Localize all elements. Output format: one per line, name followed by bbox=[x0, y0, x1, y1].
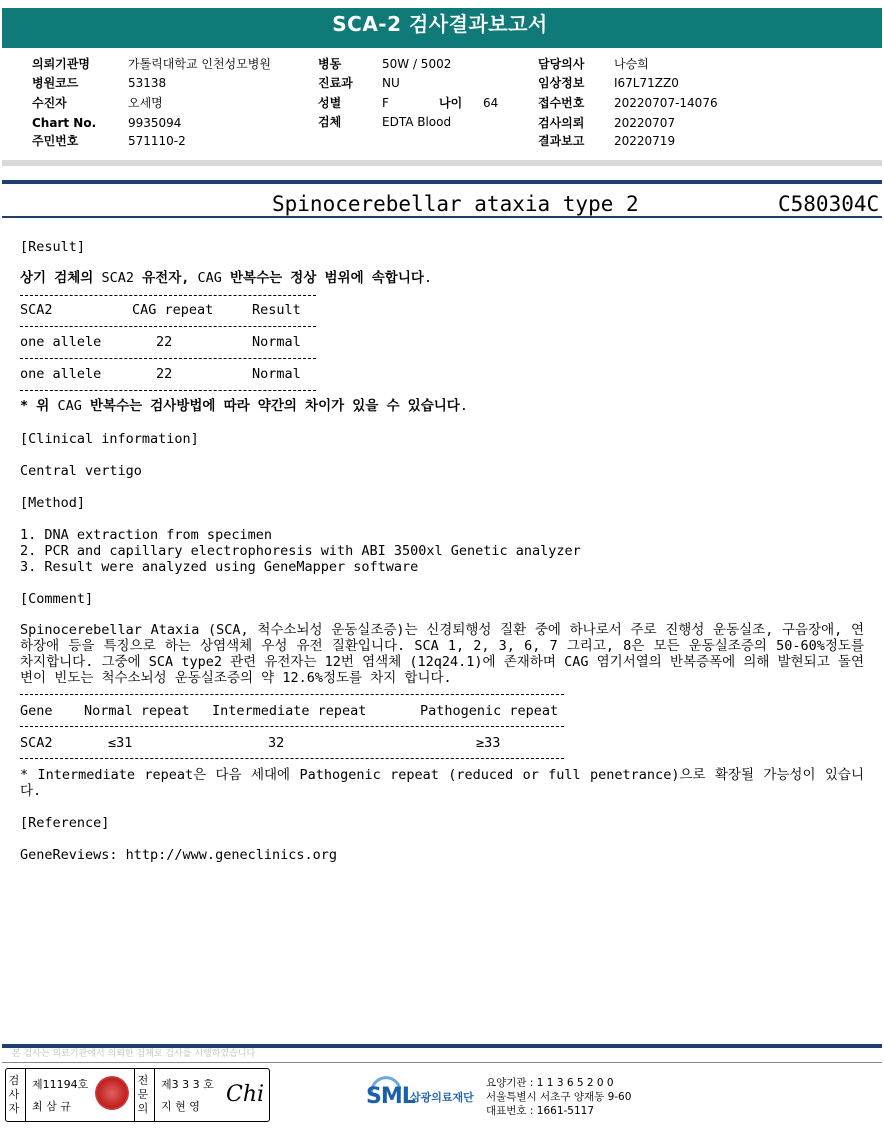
clinical-code-value: I67L71ZZ0 bbox=[614, 76, 679, 90]
repeat-col-normal: Normal repeat bbox=[84, 703, 190, 719]
result-row1-cag: 22 bbox=[156, 334, 173, 350]
note-part: CAG bbox=[57, 398, 82, 414]
table-divider bbox=[20, 758, 564, 759]
clinical-heading: [Clinical information] bbox=[20, 431, 199, 447]
receipt-no-label: 접수번호 bbox=[538, 96, 585, 110]
hospital-code-label: 병원코드 bbox=[32, 76, 79, 90]
repeat-col-intermediate: Intermediate repeat bbox=[212, 703, 367, 719]
footer-faint-text: 본 검사는 의료기관에서 의뢰한 검체로 검사를 시행하였습니다 bbox=[12, 1049, 256, 1059]
table-divider bbox=[20, 295, 316, 296]
doctor-label: 담당의사 bbox=[538, 57, 585, 71]
repeat-col-gene: Gene bbox=[20, 703, 53, 719]
official-seal bbox=[95, 1076, 129, 1110]
doctor-value: 나승희 bbox=[614, 57, 649, 71]
department-value: NU bbox=[382, 76, 400, 90]
department-label: 진료과 bbox=[318, 76, 353, 90]
header-divider bbox=[2, 160, 882, 166]
signer2-role-char: 문 bbox=[137, 1088, 149, 1101]
hospital-code-value: 53138 bbox=[128, 76, 167, 90]
table-divider bbox=[20, 358, 316, 359]
comment-heading: [Comment] bbox=[20, 591, 94, 607]
summary-part: . bbox=[423, 270, 433, 286]
ward-value: 50W / 5002 bbox=[382, 57, 452, 71]
result-row1-result: Normal bbox=[252, 334, 301, 350]
ward-label: 병동 bbox=[318, 57, 342, 71]
note-part: * 위 bbox=[20, 398, 58, 414]
method-step-3: 3. Result were analyzed using GeneMapper software bbox=[20, 559, 419, 575]
report-date-value: 20220719 bbox=[614, 134, 676, 148]
age-value: 64 bbox=[483, 96, 499, 110]
signer2-name: 지 현 영 bbox=[161, 1100, 200, 1113]
result-row1-allele: one allele bbox=[20, 334, 102, 350]
signer1-role-char: 검 bbox=[8, 1074, 20, 1087]
summary-part: 상기 검체의 bbox=[20, 270, 102, 286]
signature-divider bbox=[25, 1068, 26, 1122]
result-summary bbox=[20, 270, 432, 286]
signer1-role-char: 자 bbox=[8, 1102, 20, 1115]
request-date-value: 20220707 bbox=[614, 116, 676, 130]
clinical-text: Central vertigo bbox=[20, 463, 142, 479]
note-part: 반복수는 검사방법에 따라 약간의 차이가 있을 수 있습니다 bbox=[81, 398, 460, 414]
test-code: C580304C bbox=[778, 192, 880, 216]
repeat-row-normal: ≤31 bbox=[108, 735, 133, 751]
method-step-2: 2. PCR and capillary electrophoresis with ABI 3500xl Genetic analyzer bbox=[20, 543, 581, 559]
age-label: 나이 bbox=[439, 96, 463, 110]
request-date-label: 검사의뢰 bbox=[538, 116, 585, 130]
title-rule-top bbox=[2, 180, 882, 184]
test-name: Spinocerebellar ataxia type 2 bbox=[272, 192, 639, 216]
table-divider bbox=[20, 694, 564, 695]
result-note bbox=[20, 398, 468, 414]
signature-divider bbox=[154, 1068, 155, 1122]
org-phone: 대표번호 : 1661-5117 bbox=[486, 1105, 595, 1117]
note-part: . bbox=[459, 398, 468, 414]
specimen-label: 검체 bbox=[318, 115, 342, 129]
patient-value: 오세명 bbox=[128, 96, 163, 110]
sex-label: 성별 bbox=[318, 96, 342, 110]
repeat-col-pathogenic: Pathogenic repeat bbox=[420, 703, 559, 719]
institution-code: 요양기관 : 1 1 3 6 5 2 0 0 bbox=[486, 1077, 614, 1089]
footer-line bbox=[2, 1062, 882, 1063]
comment-paragraph: Spinocerebellar Ataxia (SCA, 척수소뇌성 운동실조증)는 신경퇴행성 질환 중에 하나로서 주로 진행성 운동실조, 구음장애, 연하장애 등을 특징으로 하는 상염색체 우성 유전 질환입니다. SCA 1, 2, 3, 6, 7 그리고, 8은 모든 운동실조증의 50-60%정도를 차지합니다. 그중에 SCA type2 관련 유전자는 12번 염색체 (12q24.1)에 존재하며 CAG 염기서열의 반복증폭에 의해 발현되고 돌연변이 빈도는 척수소뇌성 운동실조증의 약 12.6%정도를 차지 합니다. bbox=[20, 622, 864, 686]
clinical-code-label: 임상정보 bbox=[538, 76, 585, 90]
org-name: 삼광의료재단 bbox=[410, 1091, 474, 1104]
result-row2-cag: 22 bbox=[156, 366, 173, 382]
result-row2-result: Normal bbox=[252, 366, 301, 382]
result-col-result: Result bbox=[252, 302, 301, 318]
table-divider bbox=[20, 390, 316, 391]
method-heading: [Method] bbox=[20, 495, 86, 511]
table-divider bbox=[20, 726, 564, 727]
org-address: 서울특별시 서초구 양재동 9-60 bbox=[486, 1091, 632, 1103]
chart-no-value: 9935094 bbox=[128, 116, 182, 130]
title-rule-bottom bbox=[2, 216, 882, 218]
signer1-role-char: 사 bbox=[8, 1088, 20, 1101]
signer1-name: 최 삼 규 bbox=[32, 1100, 71, 1113]
reference-text: GeneReviews: http://www.geneclinics.org bbox=[20, 847, 337, 863]
report-title: SCA-2 검사결과보고서 bbox=[332, 12, 548, 36]
repeat-row-gene: SCA2 bbox=[20, 735, 53, 751]
table-divider bbox=[20, 326, 316, 327]
repeat-row-intermediate: 32 bbox=[268, 735, 285, 751]
signer2-license: 제3 3 3 호 bbox=[161, 1078, 214, 1091]
summary-part: 유전자, bbox=[133, 270, 198, 286]
resident-no-value: 571110-2 bbox=[128, 134, 186, 148]
signature-divider bbox=[134, 1068, 135, 1122]
comment-note: * Intermediate repeat은 다음 세대에 Pathogenic repeat (reduced or full penetrance)으로 확장될 가능성이 있습니다. bbox=[20, 767, 864, 799]
result-row2-allele: one allele bbox=[20, 366, 102, 382]
method-step-1: 1. DNA extraction from specimen bbox=[20, 527, 272, 543]
signer1-license: 제11194호 bbox=[32, 1078, 89, 1091]
signer2-role-char: 전 bbox=[137, 1074, 149, 1087]
report-date-label: 결과보고 bbox=[538, 134, 585, 148]
result-heading: [Result] bbox=[20, 239, 86, 255]
repeat-row-pathogenic: ≥33 bbox=[476, 735, 501, 751]
patient-label: 수진자 bbox=[32, 96, 67, 110]
summary-part: CAG bbox=[197, 270, 222, 286]
signer2-role-char: 의 bbox=[137, 1102, 149, 1115]
result-col-cag: CAG repeat bbox=[132, 302, 214, 318]
hospital-name-value: 가톨릭대학교 인천성모병원 bbox=[128, 57, 271, 71]
sml-logo: SML bbox=[366, 1084, 415, 1109]
handwritten-signature: Chi bbox=[226, 1082, 265, 1107]
result-col-gene: SCA2 bbox=[20, 302, 53, 318]
hospital-name-label: 의뢰기관명 bbox=[32, 57, 90, 71]
resident-no-label: 주민번호 bbox=[32, 134, 79, 148]
summary-part: SCA2 bbox=[101, 270, 134, 286]
chart-no-label: Chart No. bbox=[32, 116, 97, 130]
reference-heading: [Reference] bbox=[20, 815, 110, 831]
summary-part: 반복수는 정상 범위에 속합니다 bbox=[221, 270, 424, 286]
specimen-value: EDTA Blood bbox=[382, 115, 452, 129]
sex-value: F bbox=[382, 96, 389, 110]
receipt-no-value: 20220707-14076 bbox=[614, 96, 718, 110]
